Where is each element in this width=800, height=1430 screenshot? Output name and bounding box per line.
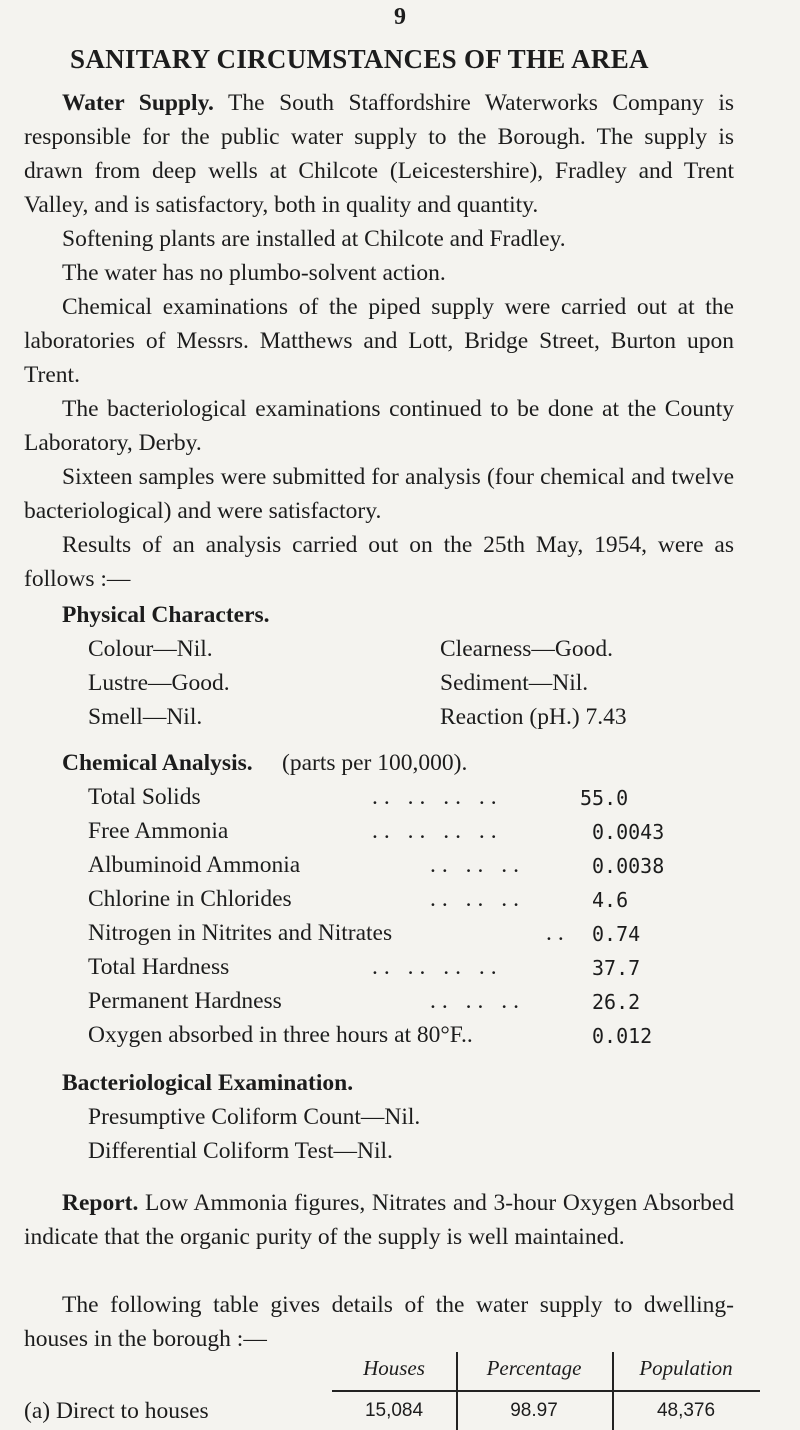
reaction-value: Reaction (pH.) 7.43 bbox=[440, 704, 627, 730]
report-lead: Report. bbox=[62, 1190, 139, 1216]
softening-paragraph: Softening plants are installed at Chilcote and Fradley. bbox=[62, 226, 566, 252]
bacteriological-heading: Bacteriological Examination. bbox=[62, 1070, 354, 1096]
chemical-exam-paragraph: Chemical examinations of the piped supply were carried out at the laboratories of Messrs. Matthews and Lott, Bridge Street, Burton upon Trent. bbox=[24, 294, 734, 388]
leader-dots: .. .. .. .. bbox=[372, 784, 503, 810]
chem-label-free-ammonia: Free Ammonia bbox=[88, 818, 229, 844]
chem-label-permanent-hardness: Permanent Hardness bbox=[88, 988, 282, 1014]
leader-dots: .. .. .. bbox=[430, 852, 525, 878]
chem-label-total-hardness: Total Hardness bbox=[88, 954, 230, 980]
chem-value-total-hardness: 37.7 bbox=[592, 956, 641, 980]
samples-paragraph: Sixteen samples were submitted for analysis (four chemical and twelve bacteriological) and were satisfactory. bbox=[24, 464, 734, 524]
results-intro-paragraph: Results of an analysis carried out on the 25th May, 1954, were as follows :— bbox=[24, 532, 734, 592]
report-paragraph bbox=[24, 1186, 734, 1254]
chem-value-free-ammonia: 0.0043 bbox=[592, 820, 665, 844]
clearness-value: Clearness—Good. bbox=[440, 636, 613, 662]
table-header-rule bbox=[332, 1390, 760, 1392]
table-cell-population-direct: 48,376 bbox=[656, 1400, 716, 1421]
leader-dots: .. .. .. .. bbox=[372, 954, 503, 980]
chem-label-nitrogen: Nitrogen in Nitrites and Nitrates bbox=[88, 920, 393, 946]
water-supply-text: The South Staffordshire Waterworks Company is responsible for the public water supply to the Borough. The supply is drawn from deep wells at Chilcote (Leicestershire), Fradley and Trent Valley, and is satisfactory, both in quality and quantity. bbox=[24, 90, 734, 218]
chem-label-chlorine: Chlorine in Chlorides bbox=[88, 886, 292, 912]
differential-coliform: Differential Coliform Test—Nil. bbox=[88, 1138, 393, 1164]
lustre-value: Lustre—Good. bbox=[88, 670, 230, 696]
chemical-analysis-heading: Chemical Analysis. bbox=[62, 750, 253, 776]
page-title: SANITARY CIRCUMSTANCES OF THE AREA bbox=[70, 44, 649, 74]
plumbo-paragraph: The water has no plumbo-solvent action. bbox=[62, 260, 446, 286]
water-supply-paragraph bbox=[24, 86, 734, 222]
physical-characters-heading: Physical Characters. bbox=[62, 602, 270, 628]
table-cell-houses-direct: 15,084 bbox=[364, 1400, 424, 1421]
page-number: 9 bbox=[394, 4, 406, 30]
chem-value-oxygen-absorbed: 0.012 bbox=[592, 1024, 653, 1048]
table-intro-paragraph: The following table gives details of the water supply to dwelling-houses in the borough :— bbox=[24, 1292, 734, 1352]
bacterio-exam-paragraph: The bacteriological examinations continued to be done at the County Laboratory, Derby. bbox=[24, 396, 734, 456]
report-text: Low Ammonia figures, Nitrates and 3-hour Oxygen Absorbed indicate that the organic purity of the supply is well maintained. bbox=[24, 1190, 734, 1250]
chem-label-total-solids: Total Solids bbox=[88, 784, 201, 810]
leader-dots: .. .. .. bbox=[430, 886, 525, 912]
table-header-percentage: Percentage bbox=[486, 1356, 582, 1380]
chem-value-chlorine: 4.6 bbox=[592, 888, 629, 912]
table-row-label-direct: (a) Direct to houses bbox=[24, 1398, 209, 1424]
smell-value: Smell—Nil. bbox=[88, 704, 203, 730]
leader-dots: .. .. .. bbox=[430, 988, 525, 1014]
leader-dots: .. bbox=[546, 920, 570, 946]
chem-value-total-solids: 55.0 bbox=[580, 786, 629, 810]
sediment-value: Sediment—Nil. bbox=[440, 670, 589, 696]
water-supply-lead: Water Supply. bbox=[62, 90, 214, 116]
chem-value-nitrogen: 0.74 bbox=[592, 922, 641, 946]
leader-dots: .. .. .. .. bbox=[372, 818, 503, 844]
table-header-population: Population bbox=[639, 1356, 733, 1380]
table-header-houses: Houses bbox=[363, 1356, 425, 1380]
chem-value-permanent-hardness: 26.2 bbox=[592, 990, 641, 1014]
chem-value-albuminoid-ammonia: 0.0038 bbox=[592, 854, 665, 878]
colour-value: Colour—Nil. bbox=[88, 636, 213, 662]
chem-label-albuminoid-ammonia: Albuminoid Ammonia bbox=[88, 852, 301, 878]
table-cell-percentage-direct: 98.97 bbox=[510, 1400, 558, 1421]
chem-label-oxygen-absorbed: Oxygen absorbed in three hours at 80°F.. bbox=[88, 1022, 473, 1048]
chemical-analysis-units: (parts per 100,000). bbox=[282, 750, 468, 776]
presumptive-coliform: Presumptive Coliform Count—Nil. bbox=[88, 1104, 421, 1130]
